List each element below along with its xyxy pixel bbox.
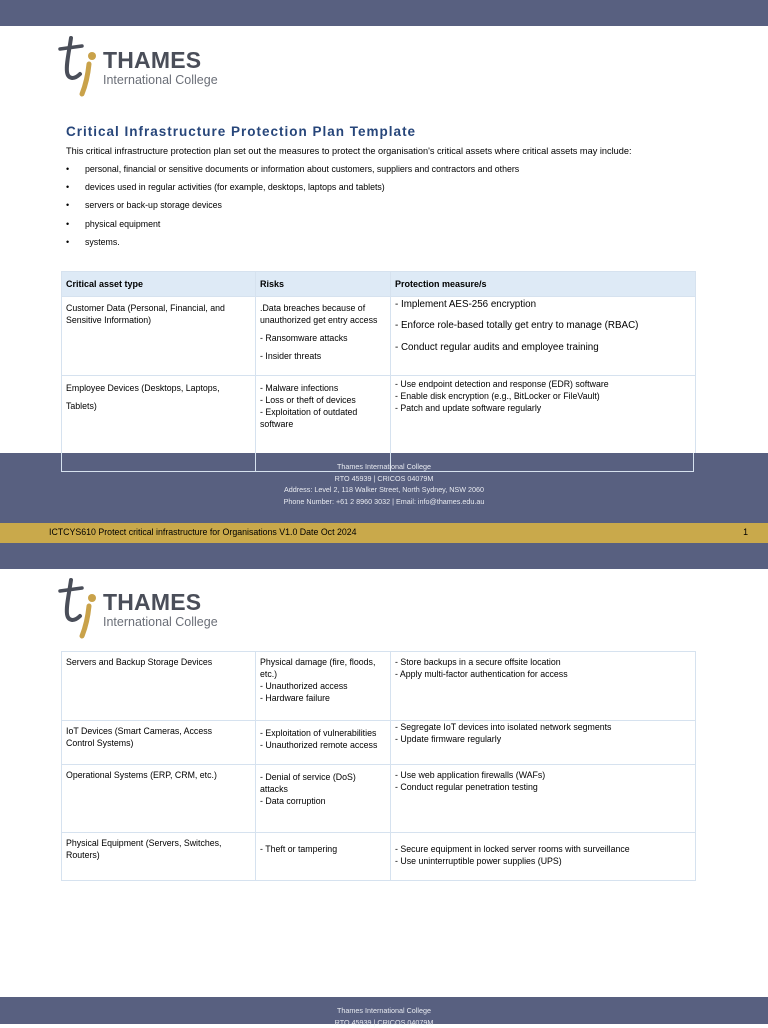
cell-text: - Use uninterruptible power supplies (UPS) bbox=[395, 855, 691, 867]
cell-text: - Insider threats bbox=[260, 350, 386, 362]
protection-plan-table bbox=[61, 271, 696, 474]
cell-text: Employee Devices (Desktops, Laptops, bbox=[66, 379, 251, 397]
protection-cell bbox=[391, 765, 695, 793]
footer-line: RTO 45939 | CRICOS 04079M bbox=[0, 1017, 768, 1028]
column-header: Critical asset type bbox=[62, 272, 256, 297]
logo-name: THAMES bbox=[103, 47, 201, 74]
cell-text: software bbox=[260, 418, 386, 430]
protection-cell bbox=[391, 721, 695, 745]
risk-cell bbox=[256, 721, 390, 751]
cell-text: - Enable disk encryption (e.g., BitLocker or FileVault) bbox=[395, 390, 691, 402]
cell-text: unauthorized get entry access bbox=[260, 314, 386, 326]
table-row bbox=[62, 833, 696, 881]
risk-cell bbox=[256, 833, 390, 855]
risk-cell bbox=[256, 765, 390, 807]
cell-text: - Exploitation of outdated bbox=[260, 406, 386, 418]
list-item: • physical equipment bbox=[66, 218, 519, 236]
footer-line: Phone Number: +61 2 8960 3032 | Email: info@thames.edu.au bbox=[0, 496, 768, 508]
cell-text: etc.) bbox=[260, 668, 386, 680]
column-header: Risks bbox=[256, 272, 391, 297]
cell-text: - Store backups in a secure offsite location bbox=[395, 656, 691, 668]
cell-text: Physical damage (fire, floods, bbox=[260, 656, 386, 668]
protection-cell bbox=[391, 297, 695, 354]
list-item: • systems. bbox=[66, 236, 519, 254]
cell-text: IoT Devices (Smart Cameras, Access bbox=[66, 725, 251, 737]
table-row bbox=[62, 297, 696, 376]
protection-cell bbox=[391, 833, 695, 867]
cell-text: - Conduct regular penetration testing bbox=[395, 781, 691, 793]
cell-text: - Theft or tampering bbox=[260, 843, 386, 855]
asset-cell bbox=[62, 833, 255, 861]
cell-text: - Denial of service (DoS) bbox=[260, 771, 386, 783]
cell-text: - Exploitation of vulnerabilities bbox=[260, 727, 386, 739]
page-number: 1 bbox=[743, 527, 748, 537]
college-logo bbox=[58, 576, 248, 640]
logo-ti-mark-icon bbox=[58, 34, 102, 98]
column-header: Protection measure/s bbox=[391, 272, 696, 297]
cell-text: - Update firmware regularly bbox=[395, 733, 691, 745]
footer-line: Address: Level 2, 118 Walker Street, North Sydney, NSW 2060 bbox=[0, 484, 768, 496]
cell-text: - Secure equipment in locked server rooms with surveillance bbox=[395, 843, 691, 855]
logo-name: THAMES bbox=[103, 589, 201, 616]
cell-text: attacks bbox=[260, 783, 386, 795]
cell-text: Sensitive Information) bbox=[66, 314, 251, 326]
cell-text: Operational Systems (ERP, CRM, etc.) bbox=[66, 769, 251, 781]
cell-text: - Use web application firewalls (WAFs) bbox=[395, 769, 691, 781]
footer-line: Thames International College bbox=[0, 461, 768, 473]
cell-text: Tablets) bbox=[66, 397, 251, 415]
ribbon-document-title: ICTCYS610 Protect critical infrastructure for Organisations V1.0 Date Oct 2024 bbox=[49, 527, 357, 537]
table-header-row bbox=[62, 272, 696, 297]
page-separator-band bbox=[0, 543, 768, 569]
cell-text: Control Systems) bbox=[66, 737, 251, 749]
logo-subtitle: International College bbox=[103, 73, 218, 87]
cell-text: Servers and Backup Storage Devices bbox=[66, 656, 251, 668]
cell-text: - Unauthorized remote access bbox=[260, 739, 386, 751]
list-item: • servers or back-up storage devices bbox=[66, 199, 519, 217]
asset-cell bbox=[62, 376, 255, 415]
cell-text: Customer Data (Personal, Financial, and bbox=[66, 302, 251, 314]
cell-text: - Unauthorized access bbox=[260, 680, 386, 692]
cell-text: - Ransomware attacks bbox=[260, 332, 386, 344]
protection-cell bbox=[391, 652, 695, 680]
asset-cell bbox=[62, 297, 255, 326]
risk-cell bbox=[256, 652, 390, 704]
cell-text: .Data breaches because of bbox=[260, 302, 386, 314]
intro-paragraph: This critical infrastructure protection plan set out the measures to protect the organisation's critical assets where critical assets may include: bbox=[66, 146, 632, 156]
asset-cell bbox=[62, 652, 255, 668]
cell-text: - Hardware failure bbox=[260, 692, 386, 704]
table-row bbox=[62, 652, 696, 721]
cell-text: Routers) bbox=[66, 849, 251, 861]
table-row bbox=[62, 721, 696, 765]
footer-address bbox=[0, 461, 768, 507]
list-item: • personal, financial or sensitive documents or information about customers, suppliers and contractors and others bbox=[66, 163, 519, 181]
logo-ti-mark-icon bbox=[58, 576, 102, 640]
footer-address bbox=[0, 1005, 768, 1028]
cell-text: - Segregate IoT devices into isolated network segments bbox=[395, 721, 691, 733]
cell-text: - Apply multi-factor authentication for access bbox=[395, 668, 691, 680]
top-header-band bbox=[0, 0, 768, 26]
list-item: • devices used in regular activities (for example, desktops, laptops and tablets) bbox=[66, 181, 519, 199]
footer-line: Thames International College bbox=[0, 1005, 768, 1017]
table-row bbox=[62, 765, 696, 833]
cell-text: - Loss or theft of devices bbox=[260, 394, 386, 406]
cell-text: - Conduct regular audits and employee training bbox=[395, 342, 691, 354]
risk-cell bbox=[256, 376, 390, 430]
asset-cell bbox=[62, 765, 255, 781]
asset-cell bbox=[62, 721, 255, 749]
cell-text: - Implement AES-256 encryption bbox=[395, 299, 691, 311]
footer-line: RTO 45939 | CRICOS 04079M bbox=[0, 473, 768, 485]
logo-subtitle: International College bbox=[103, 615, 218, 629]
protection-plan-table-continued bbox=[61, 651, 696, 881]
risk-cell bbox=[256, 297, 390, 362]
cell-text: - Use endpoint detection and response (EDR) software bbox=[395, 378, 691, 390]
cell-text: - Enforce role-based totally get entry to manage (RBAC) bbox=[395, 320, 691, 332]
cell-text: Physical Equipment (Servers, Switches, bbox=[66, 837, 251, 849]
college-logo bbox=[58, 34, 248, 98]
document-title: Critical Infrastructure Protection Plan Template bbox=[66, 124, 416, 139]
asset-bullet-list bbox=[66, 163, 519, 254]
protection-cell bbox=[391, 376, 695, 414]
cell-text: - Data corruption bbox=[260, 795, 386, 807]
cell-text: - Malware infections bbox=[260, 382, 386, 394]
cell-text: - Patch and update software regularly bbox=[395, 402, 691, 414]
